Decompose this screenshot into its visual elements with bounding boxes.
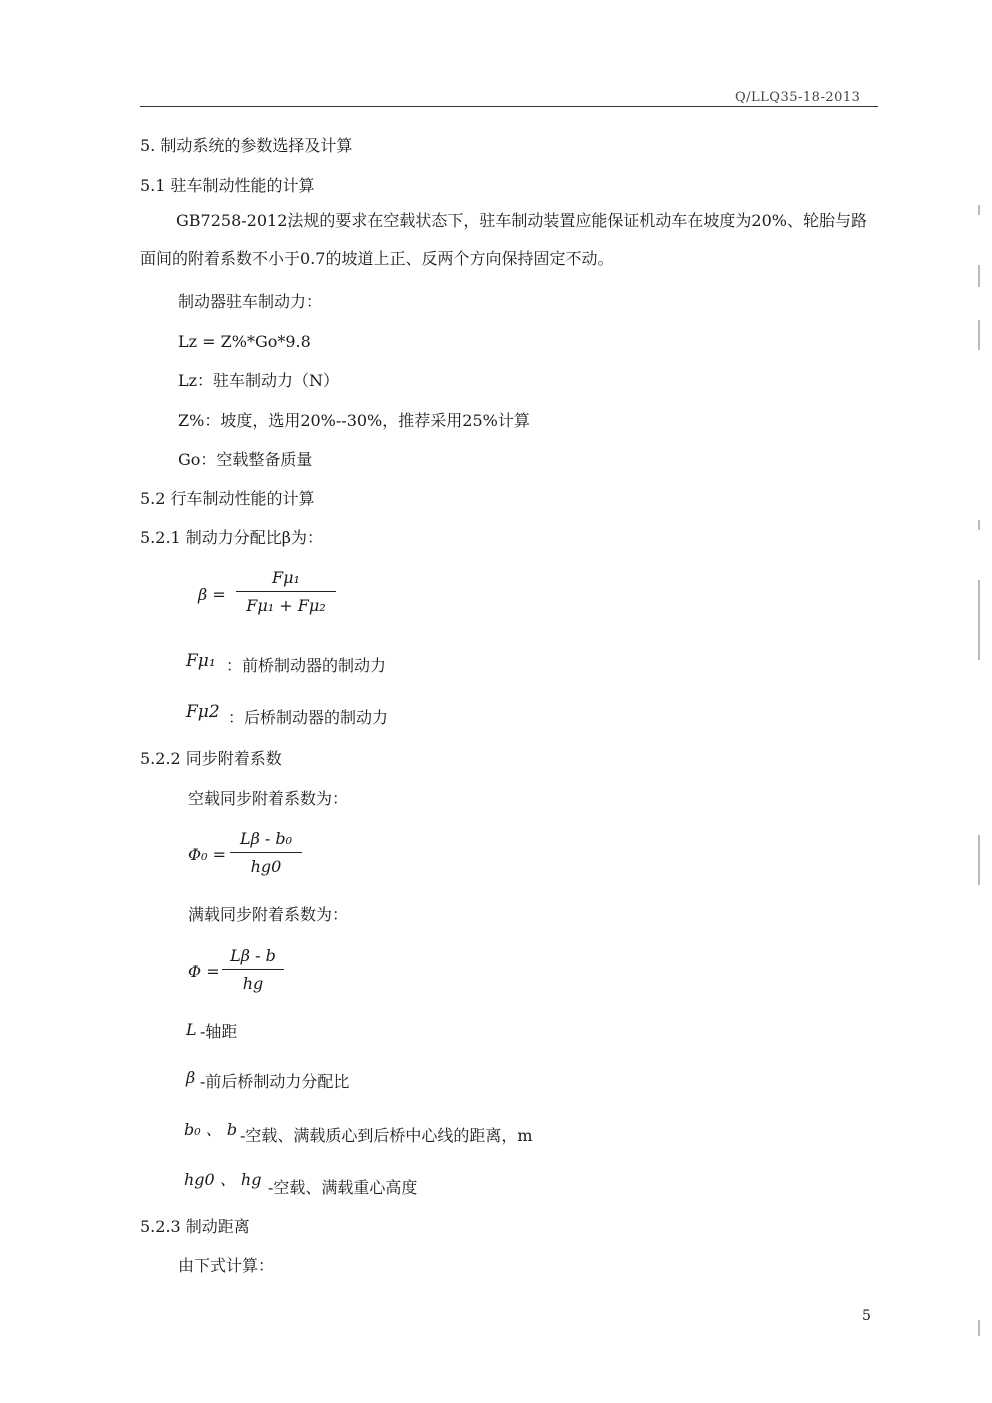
beta-fraction-bar: [236, 591, 336, 592]
doc-code: Q/LLQ35-18-2013: [735, 90, 861, 105]
section-5-1-paragraph: GB7258-2012法规的要求在空载状态下，驻车制动装置应能保证机动车在坡度为20%、轮胎与路面间的附着系数不小于0.7的坡道上正、反两个方向保持固定不动。: [140, 211, 867, 268]
edge-mark: [978, 835, 980, 885]
empty-sync-label: 空载同步附着系数为：: [188, 789, 349, 808]
def-b-symbol: b₀ 、 b: [184, 1120, 238, 1139]
phi0-lhs: Φ₀ =: [188, 845, 227, 864]
full-sync-label: 满载同步附着系数为：: [188, 905, 349, 924]
phi-fraction-bar: [222, 969, 284, 970]
beta-lhs: β =: [198, 585, 226, 604]
def-h-symbol: hg0 、 hg: [184, 1170, 262, 1189]
edge-mark: [978, 580, 980, 660]
def-lz: Lz：驻车制动力（N）: [178, 371, 340, 390]
phi-lhs: Φ =: [188, 962, 220, 981]
phi0-fraction-bar: [230, 852, 302, 853]
def-beta-symbol: β: [186, 1068, 196, 1087]
fmu2-symbol: Fμ2: [186, 702, 220, 722]
phi0-numerator: Lβ - b₀: [239, 829, 293, 848]
phi0-fraction: [230, 829, 302, 876]
fmu1-symbol: Fμ₁: [186, 651, 216, 671]
section-5-title: 5. 制动系统的参数选择及计算: [140, 136, 353, 155]
edge-mark: [978, 1320, 980, 1336]
section-5-2-title: 5.2 行车制动性能的计算: [140, 489, 315, 508]
page-number: 5: [862, 1308, 871, 1324]
edge-mark: [978, 265, 980, 287]
phi0-denominator: hg0: [250, 857, 282, 876]
def-z: Z%：坡度，选用20%--30%，推荐采用25%计算: [178, 411, 530, 430]
phi-denominator: hg: [242, 974, 264, 993]
section-5-2-3-title: 5.2.3 制动距离: [140, 1217, 250, 1236]
phi-numerator: Lβ - b: [230, 946, 276, 965]
section-5-2-2-title: 5.2.2 同步附着系数: [140, 749, 282, 768]
edge-mark: [978, 320, 980, 350]
phi-fraction: [222, 946, 284, 993]
def-L-symbol: L: [186, 1020, 197, 1039]
parking-force-label: 制动器驻车制动力：: [178, 292, 323, 311]
section-5-1-title: 5.1 驻车制动性能的计算: [140, 176, 315, 195]
header-rule: [140, 106, 878, 107]
def-h-desc: -空载、满载重心高度: [268, 1178, 418, 1197]
section-5-2-1-title: 5.2.1 制动力分配比β为：: [140, 528, 324, 547]
fmu1-desc: ：前桥制动器的制动力: [226, 656, 387, 675]
def-beta-desc: -前后桥制动力分配比: [200, 1072, 350, 1091]
fmu2-desc: ：后桥制动器的制动力: [228, 708, 389, 727]
def-go: Go：空载整备质量: [178, 450, 313, 469]
edge-mark: [978, 205, 980, 215]
edge-mark: [978, 520, 980, 530]
beta-denominator: Fμ₁ + Fμ₂: [246, 596, 326, 615]
def-L-desc: -轴距: [200, 1022, 238, 1041]
parking-formula: Lz = Z%*Go*9.8: [178, 332, 311, 351]
def-b-desc: -空载、满载质心到后桥中心线的距离，m: [240, 1126, 533, 1145]
beta-numerator: Fμ₁: [272, 568, 300, 587]
section-5-2-3-text: 由下式计算：: [178, 1256, 275, 1275]
beta-fraction: [236, 568, 336, 615]
